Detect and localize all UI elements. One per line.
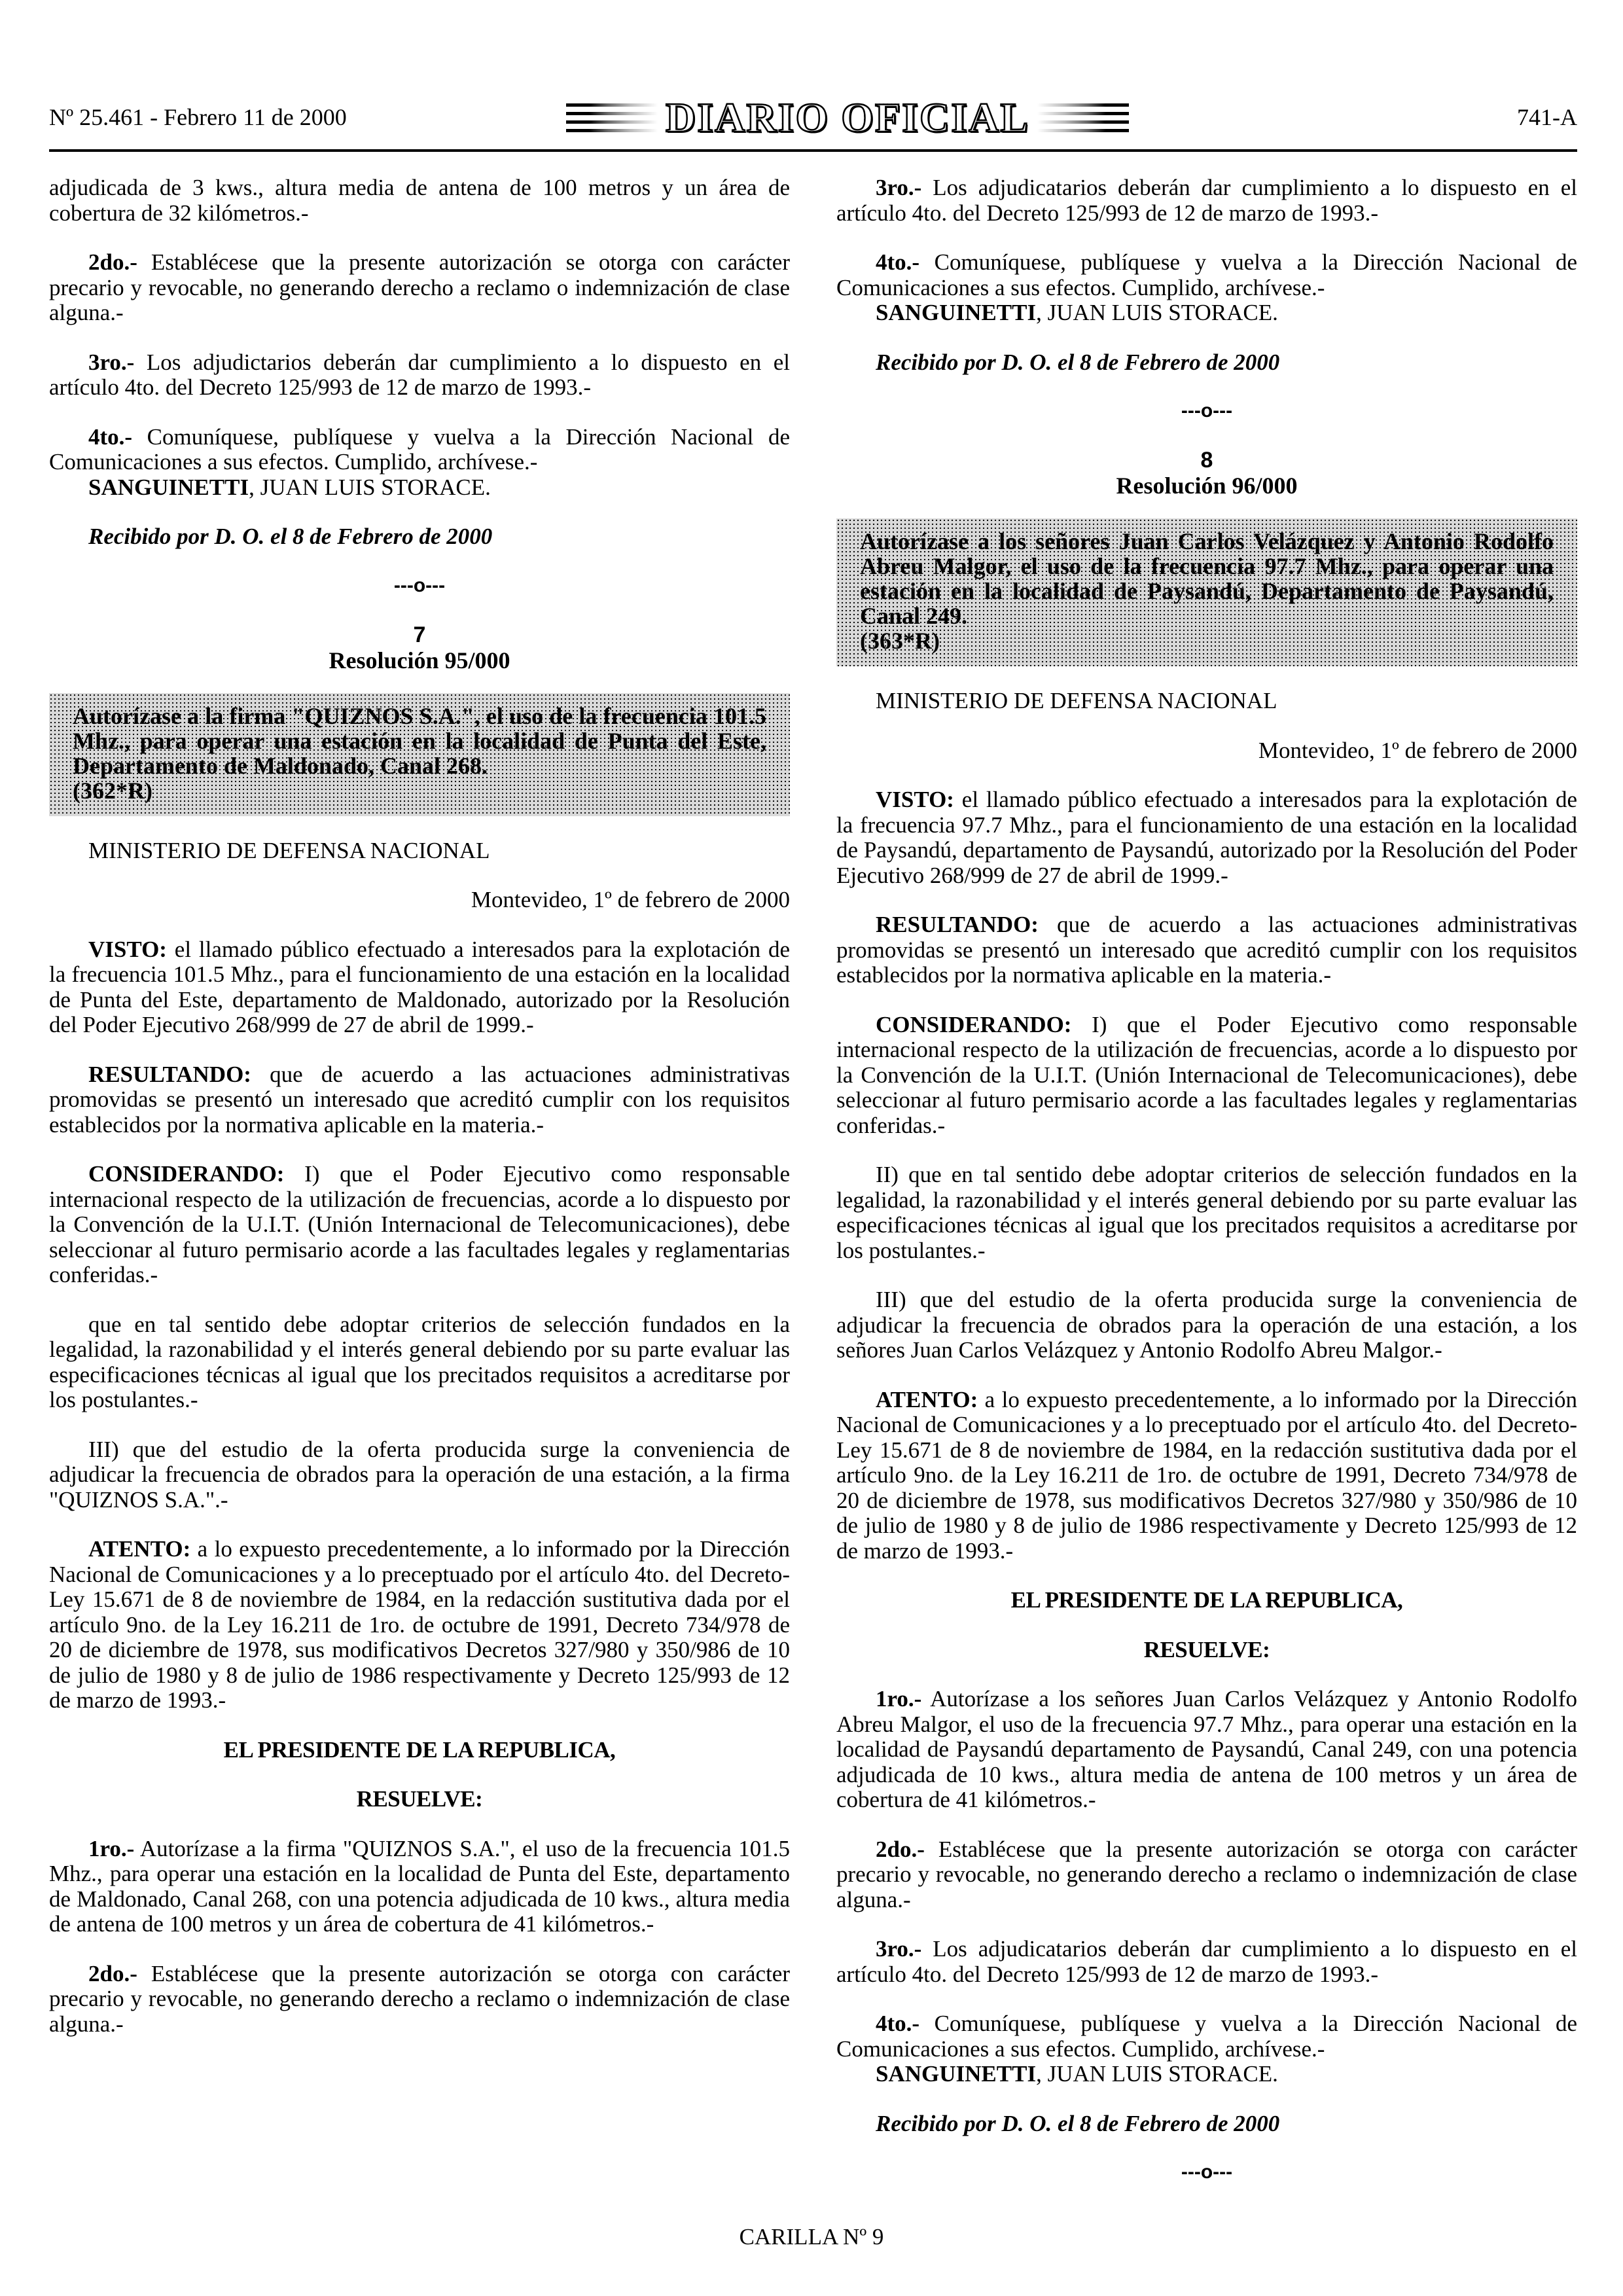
considerando-3-paragraph: III) que del estudio de la oferta producida surge la conveniencia de adjudicar la frecuencia de obrados para la operación de una estación, a los señores Juan Carlos Velázquez y Antonio Rodolfo Abreu Malgor.- (836, 1287, 1577, 1363)
right-column (836, 175, 1577, 2209)
resolution-summary: Autorízase a la firma "QUIZNOS S.A.", el uso de la frecuencia 101.5 Mhz., para operar una estación en la localidad de Punta del Este, Departamento de Maldonado, Canal 268. (73, 702, 766, 779)
resolution-summary-box (836, 518, 1577, 666)
president-heading: EL PRESIDENTE DE LA REPUBLICA, (1010, 1587, 1403, 1613)
atento-paragraph (49, 1537, 790, 1713)
article-3 (836, 175, 1577, 226)
section-separator: ---o--- (1181, 2161, 1233, 2183)
president-heading: EL PRESIDENTE DE LA REPUBLICA, (223, 1736, 616, 1763)
article-text: Establécese que la presente autorización se otorga con carácter precario y revocable, no generando derecho a reclamo o indemnización de clase alguna.- (49, 1960, 790, 2037)
article-2 (49, 1962, 790, 2037)
page-header (49, 94, 1577, 141)
signature-minister: , JUAN LUIS STORACE. (249, 474, 491, 500)
resolution-number: 7 (413, 622, 426, 647)
paragraph-label: RESULTANDO: (876, 912, 1039, 937)
header-rule (49, 149, 1577, 152)
article-text: Comuníquese, publíquese y vuelva a la Dirección Nacional de Comunicaciones a sus efectos. Cumplido, archívese.- (836, 2011, 1577, 2062)
ministry-name: MINISTERIO DE DEFENSA NACIONAL (876, 688, 1277, 713)
article-text: Comuníquese, publíquese y vuelva a la Dirección Nacional de Comunicaciones a sus efectos. Cumplido, archívese.- (836, 249, 1577, 300)
paragraph-text: a lo expuesto precedentemente, a lo informado por la Dirección Nacional de Comunicaciones y a lo preceptuado por el artículo 4to. del Decreto-Ley 15.671 de 8 de noviembre de 1984, en la redacción sustitutiva dada por el artículo 9no. de la Ley 16.211 de 1ro. de octubre de 1991, Decreto 734/978 de 20 de diciembre de 1978, sus modificativos Decretos 327/980 y 350/986 de 10 de julio de 1980 y 8 de julio de 1986 respectivamente y Decreto 125/993 de 12 de marzo de 1993.- (836, 1386, 1577, 1564)
signature (836, 300, 1577, 326)
resolution-code: (362*R) (73, 777, 152, 804)
sheet-number: CARILLA Nº 9 (739, 2224, 884, 2250)
article-text: Autorízase a la firma "QUIZNOS S.A.", el uso de la frecuencia 101.5 Mhz., para operar una estación en la localidad de Punta del Este, departamento de Maldonado, Canal 268, con una potencia adjudicada de 10 kws., altura media de antena de 100 metros y un área de cobertura de 41 kilómetros.- (49, 1835, 790, 1937)
signature-president: SANGUINETTI (876, 2061, 1037, 2087)
section-separator: ---o--- (1181, 400, 1233, 422)
issue-number-date: Nº 25.461 - Febrero 11 de 2000 (49, 104, 347, 130)
received-note: Recibido por D. O. el 8 de Febrero de 2000 (88, 524, 493, 549)
article-label: 3ro.- (876, 175, 922, 200)
signature-president: SANGUINETTI (88, 474, 249, 500)
article-3 (49, 350, 790, 401)
signature-minister: , JUAN LUIS STORACE. (1036, 2061, 1278, 2087)
signature-president: SANGUINETTI (876, 300, 1037, 325)
considerando-2-paragraph: que en tal sentido debe adoptar criterios de selección fundados en la legalidad, la razonabilidad y el interés general debiendo por su parte evaluar las especificaciones técnicas al igual que los precitados requisitos a acreditarse por los postulantes.- (49, 1311, 790, 1412)
paragraph-text: I) que el Poder Ejecutivo como responsable internacional respecto de la utilización de frecuencias, acorde a lo dispuesto por la Convención de la U.I.T. (Unión Internacional de Telecomunicaciones), debe seleccionar al futuro permisario acorde a las facultades legales y reglamentarias conferidas.- (49, 1161, 790, 1287)
received-note: Recibido por D. O. el 8 de Febrero de 2000 (876, 2110, 1280, 2136)
article-2 (49, 250, 790, 326)
resolution-title: Resolución 96/000 (1116, 473, 1298, 499)
article-text: Establécese que la presente autorización se otorga con carácter precario y revocable, no generando derecho a reclamo o indemnización de clase alguna.- (49, 249, 790, 325)
resultando-paragraph (49, 1062, 790, 1138)
article-label: 4to.- (88, 423, 133, 450)
considerando-paragraph (836, 1013, 1577, 1139)
signature (836, 2062, 1577, 2087)
paragraph-label: ATENTO: (876, 1386, 978, 1412)
resolution-summary-box (49, 693, 790, 816)
paragraph-text: el llamado público efectuado a interesados para la explotación de la frecuencia 101.5 Mhz., para el funcionamiento de una estación en la localidad de Punta del Este, departamento de Maldonado, autorizado por la Resolución del Poder Ejecutivo 268/999 de 27 de abril de 1999.- (49, 936, 790, 1037)
atento-paragraph (836, 1388, 1577, 1564)
article-label: 2do.- (876, 1836, 925, 1862)
ministry-name: MINISTERIO DE DEFENSA NACIONAL (88, 837, 490, 863)
article-4 (49, 425, 790, 475)
paragraph-text: el llamado público efectuado a interesados para la explotación de la frecuencia 97.7 Mhz., para el funcionamiento de una estación en la localidad de Paysandú, departamento de Paysandú, autorizado por la Resolución del Poder Ejecutivo 268/999 de 27 de abril de 1999.- (836, 787, 1577, 888)
masthead-title: DIARIO OFICIAL (665, 94, 1030, 141)
dateline: Montevideo, 1º de febrero de 2000 (471, 887, 790, 912)
article-text: Los adjudicatarios deberán dar cumplimiento a lo dispuesto en el artículo 4to. del Decreto 125/993 de 12 de marzo de 1993.- (836, 1936, 1577, 1987)
resolution-title: Resolución 95/000 (329, 647, 510, 673)
received-note: Recibido por D. O. el 8 de Febrero de 2000 (876, 349, 1280, 375)
article-text: Autorízase a los señores Juan Carlos Velázquez y Antonio Rodolfo Abreu Malgor, el uso de la frecuencia 97.7 Mhz., para operar una estación en la localidad de Paysandú departamento de Paysandú, Canal 249, con una potencia adjudicada de 10 kws., altura media de antena de 100 metros y un área de cobertura de 41 kilómetros.- (836, 1686, 1577, 1812)
left-column (49, 175, 790, 2061)
considerando-paragraph (49, 1162, 790, 1288)
paragraph-label: VISTO: (88, 936, 167, 962)
article-1 (836, 1687, 1577, 1813)
article-text: Establécese que la presente autorización se otorga con carácter precario y revocable, no generando derecho a reclamo o indemnización de clase alguna.- (836, 1836, 1577, 1912)
article-4 (836, 250, 1577, 300)
visto-paragraph (836, 787, 1577, 888)
article-label: 1ro.- (876, 1686, 922, 1712)
article-label: 2do.- (88, 1960, 137, 1986)
article-3 (836, 1937, 1577, 1987)
article-label: 3ro.- (876, 1936, 922, 1962)
masthead-ornament-left (566, 103, 658, 132)
article-label: 4to.- (876, 2011, 920, 2036)
article-label: 1ro.- (88, 1835, 135, 1861)
paragraph-text: que de acuerdo a las actuaciones administrativas promovidas se presentó un interesado que acreditó cumplir con los requisitos establecidos por la normativa aplicable en la materia.- (49, 1061, 790, 1138)
paragraph-label: CONSIDERANDO: (88, 1161, 285, 1187)
section-separator: ---o--- (393, 574, 446, 596)
paragraph-label: CONSIDERANDO: (876, 1011, 1072, 1037)
resuelve-heading: RESUELVE: (1143, 1636, 1270, 1662)
resuelve-heading: RESUELVE: (356, 1786, 483, 1812)
visto-paragraph (49, 937, 790, 1038)
article-label: 3ro.- (88, 349, 135, 375)
article-4 (836, 2011, 1577, 2062)
article-2 (836, 1837, 1577, 1913)
masthead (566, 94, 1129, 141)
dateline: Montevideo, 1º de febrero de 2000 (1258, 737, 1577, 763)
paragraph-label: RESULTANDO: (88, 1061, 251, 1087)
signature-minister: , JUAN LUIS STORACE. (1036, 300, 1278, 325)
masthead-ornament-right (1037, 103, 1129, 132)
considerando-3-paragraph: III) que del estudio de la oferta producida surge la conveniencia de adjudicar la frecuencia de obrados para la operación de una estación, a la firma "QUIZNOS S.A.".- (49, 1436, 790, 1513)
resolution-number: 8 (1200, 448, 1213, 473)
paragraph-text: I) que el Poder Ejecutivo como responsable internacional respecto de la utilización de frecuencias, acorde a lo dispuesto por la Convención de la U.I.T. (Unión Internacional de Telecomunicaciones), debe seleccionar al futuro permisario acorde a las facultades legales y reglamentarias conferidas.- (836, 1011, 1577, 1138)
resultando-paragraph (836, 912, 1577, 988)
article-label: 2do.- (88, 249, 137, 275)
article-text: Los adjudicatarios deberán dar cumplimiento a lo dispuesto en el artículo 4to. del Decreto 125/993 de 12 de marzo de 1993.- (836, 175, 1577, 226)
article-text: Comuníquese, publíquese y vuelva a la Dirección Nacional de Comunicaciones a sus efectos. Cumplido, archívese.- (49, 423, 790, 475)
continuation-paragraph: adjudicada de 3 kws., altura media de antena de 100 metros y un área de cobertura de 32 kilómetros.- (49, 175, 790, 226)
resolution-summary: Autorízase a los señores Juan Carlos Velázquez y Antonio Rodolfo Abreu Malgor, el uso de la frecuencia 97.7 Mhz., para operar una estación en la localidad de Paysandú, Departamento de Paysandú, Canal 249. (860, 528, 1554, 629)
article-text: Los adjudictarios deberán dar cumplimiento a lo dispuesto en el artículo 4to. del Decreto 125/993 de 12 de marzo de 1993.- (49, 349, 790, 400)
considerando-2-paragraph: II) que en tal sentido debe adoptar criterios de selección fundados en la legalidad, la razonabilidad y el interés general debiendo por su parte evaluar las especificaciones técnicas al igual que los precitados requisitos a acreditarse por los postulantes.- (836, 1162, 1577, 1263)
paragraph-text: que de acuerdo a las actuaciones administrativas promovidas se presentó un interesado que acreditó cumplir con los requisitos establecidos por la normativa aplicable en la materia.- (836, 912, 1577, 988)
paragraph-text: a lo expuesto precedentemente, a lo informado por la Dirección Nacional de Comunicaciones y a lo preceptuado por el artículo 4to. del Decreto-Ley 15.671 de 8 de noviembre de 1984, en la redacción sustitutiva dada por el artículo 9no. de la Ley 16.211 de 1ro. de octubre de 1991, Decreto 734/978 de 20 de diciembre de 1978, sus modificativos Decretos 327/980 y 350/986 de 10 de julio de 1980 y 8 de julio de 1986 respectivamente y Decreto 125/993 de 12 de marzo de 1993.- (49, 1536, 790, 1713)
paragraph-label: VISTO: (876, 787, 954, 812)
paragraph-label: ATENTO: (88, 1536, 191, 1562)
resolution-code: (363*R) (860, 628, 940, 654)
article-1 (49, 1837, 790, 1937)
page-number: 741-A (1517, 104, 1577, 130)
signature (49, 475, 790, 501)
article-label: 4to.- (876, 249, 920, 275)
